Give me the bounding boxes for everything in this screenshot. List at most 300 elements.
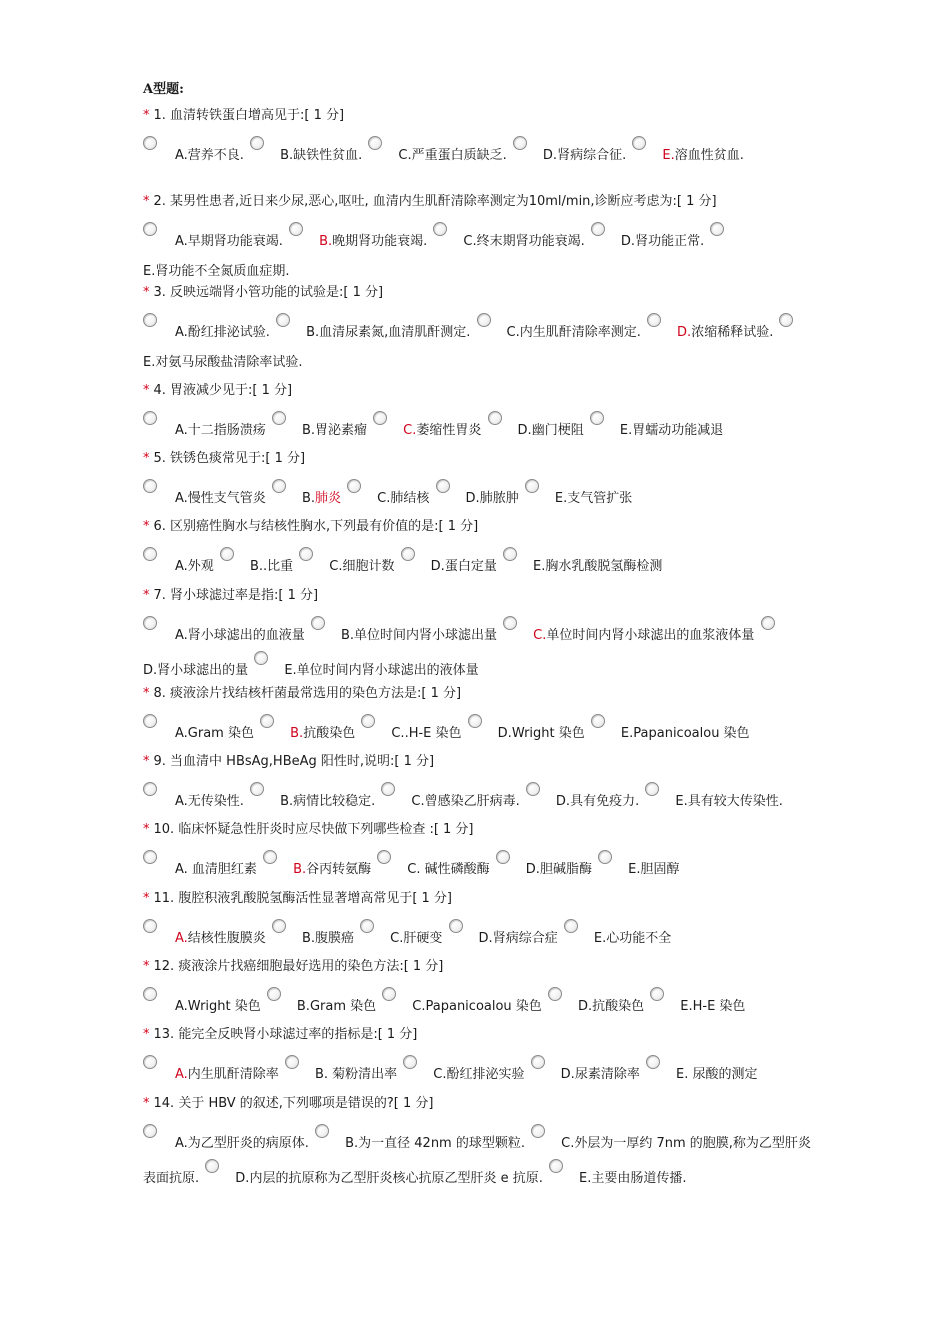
required-star: * xyxy=(143,451,150,466)
option-radio-d[interactable] xyxy=(468,714,482,728)
question-text: 腹腔积液乳酸脱氢酶活性显著增高常见于[ 1 分] xyxy=(178,891,452,906)
option-letter: B. xyxy=(345,1136,359,1151)
option-e xyxy=(594,931,671,946)
option-e xyxy=(675,794,783,809)
option-text: 血清胆红素 xyxy=(187,862,257,877)
option-a xyxy=(175,794,244,809)
option-d xyxy=(143,663,248,678)
option-text: 具有较大传染性. xyxy=(687,794,783,809)
option-radio-d[interactable] xyxy=(548,987,562,1001)
option-letter: E. xyxy=(578,1171,592,1186)
option-radio-b[interactable] xyxy=(272,919,286,933)
option-letter: C. xyxy=(533,628,547,643)
option-letter: E. xyxy=(143,264,156,279)
option-radio-c[interactable] xyxy=(347,479,361,493)
option-radio-d[interactable] xyxy=(436,479,450,493)
question-text: 血清转铁蛋白增高见于:[ 1 分] xyxy=(170,108,345,123)
question-header xyxy=(143,889,823,909)
option-radio-b[interactable] xyxy=(289,222,303,236)
option-text: Gram 染色 xyxy=(187,726,254,741)
question-11 xyxy=(143,889,823,954)
options xyxy=(143,919,823,954)
option-letter: A. xyxy=(175,559,188,574)
option-a xyxy=(175,999,261,1014)
option-letter: A. xyxy=(175,423,188,438)
option-letter: E. xyxy=(554,491,568,506)
question-header xyxy=(143,283,823,303)
option-letter: C. xyxy=(412,999,426,1014)
option-radio-b[interactable] xyxy=(220,547,234,561)
option-text: 萎缩性胃炎 xyxy=(416,423,482,438)
option-text: 血清尿素氮,血清肌酐测定. xyxy=(319,325,471,340)
question-13 xyxy=(143,1025,823,1090)
question-14 xyxy=(143,1094,823,1194)
option-radio-a[interactable] xyxy=(143,987,157,1001)
option-text: 谷丙转氨酶 xyxy=(306,862,372,877)
option-radio-c[interactable] xyxy=(433,222,447,236)
option-c xyxy=(533,628,754,643)
option-d xyxy=(543,148,626,163)
option-radio-a[interactable] xyxy=(143,850,157,864)
question-2 xyxy=(143,192,823,287)
option-c xyxy=(411,794,519,809)
option-letter: C. xyxy=(411,794,425,809)
option-letter: B. xyxy=(296,999,310,1014)
option-c xyxy=(463,234,584,249)
option-radio-a[interactable] xyxy=(143,479,157,493)
option-radio-a[interactable] xyxy=(143,222,157,236)
option-radio-e[interactable] xyxy=(779,313,793,327)
question-6 xyxy=(143,517,823,582)
option-text: 胆碱脂酶 xyxy=(539,862,592,877)
option-b xyxy=(297,999,376,1014)
option-text: .比重 xyxy=(263,559,294,574)
option-radio-e[interactable] xyxy=(549,1159,563,1173)
option-letter: A. xyxy=(175,148,188,163)
option-text: 主要由肠道传播. xyxy=(591,1171,687,1186)
question-text: 区别癌性胸水与结核性胸水,下列最有价值的是:[ 1 分] xyxy=(170,519,479,534)
options xyxy=(143,782,823,817)
option-radio-b[interactable] xyxy=(285,1055,299,1069)
required-star: * xyxy=(143,519,150,534)
option-letter: B. xyxy=(280,794,294,809)
option-letter: E. xyxy=(628,862,641,877)
option-radio-b[interactable] xyxy=(250,782,264,796)
option-radio-a[interactable] xyxy=(143,616,157,630)
question-5 xyxy=(143,449,823,514)
option-radio-d[interactable] xyxy=(401,547,415,561)
option-text: 胃蠕动功能减退 xyxy=(632,423,724,438)
option-a xyxy=(175,1067,279,1082)
option-letter: E. xyxy=(620,726,634,741)
option-letter: E. xyxy=(532,559,546,574)
option-radio-c[interactable] xyxy=(368,136,382,150)
required-star: * xyxy=(143,383,150,398)
option-text: 支气管扩张 xyxy=(567,491,633,506)
option-letter: E. xyxy=(680,999,693,1014)
option-letter: D. xyxy=(430,559,445,574)
option-a xyxy=(175,491,266,506)
option-letter: A. xyxy=(175,628,188,643)
option-letter: A. xyxy=(175,794,188,809)
option-radio-d[interactable] xyxy=(513,136,527,150)
option-letter: D. xyxy=(478,931,493,946)
question-1 xyxy=(143,106,823,171)
option-radio-c[interactable] xyxy=(382,987,396,1001)
option-radio-e[interactable] xyxy=(525,479,539,493)
required-star: * xyxy=(143,1096,150,1111)
option-radio-e[interactable] xyxy=(564,919,578,933)
question-number: 9. xyxy=(153,754,171,769)
option-d xyxy=(235,1171,543,1186)
option-b xyxy=(319,234,427,249)
option-radio-d[interactable] xyxy=(205,1159,219,1173)
options xyxy=(143,222,823,287)
option-text: 抗酸染色 xyxy=(592,999,645,1014)
option-radio-c[interactable] xyxy=(403,1055,417,1069)
option-c xyxy=(407,862,489,877)
question-text: 当血清中 HBsAg,HBeAg 阳性时,说明:[ 1 分] xyxy=(170,754,435,769)
options xyxy=(143,987,823,1022)
option-text: H-E 染色 xyxy=(692,999,746,1014)
option-letter: D. xyxy=(542,148,558,163)
question-text: 痰液涂片找癌细胞最好选用的染色方法:[ 1 分] xyxy=(178,959,444,974)
option-radio-b[interactable] xyxy=(267,987,281,1001)
question-10 xyxy=(143,820,823,885)
option-letter: B. xyxy=(249,559,264,574)
option-text: 为乙型肝炎的病原体. xyxy=(187,1136,309,1151)
question-4 xyxy=(143,381,823,446)
question-7 xyxy=(143,586,823,686)
option-text: 溶血性贫血. xyxy=(674,148,744,163)
option-radio-a[interactable] xyxy=(143,714,157,728)
option-letter: D. xyxy=(560,1067,575,1082)
options xyxy=(143,1055,823,1090)
option-radio-e[interactable] xyxy=(645,782,659,796)
option-c xyxy=(412,999,542,1014)
question-header xyxy=(143,381,823,401)
option-radio-c[interactable] xyxy=(361,714,375,728)
option-text: 内生肌酐清除率 xyxy=(187,1067,279,1082)
option-b xyxy=(306,325,470,340)
question-number: 6. xyxy=(153,519,171,534)
option-text: 单位时间内肾小球滤出量 xyxy=(354,628,498,643)
option-radio-b[interactable] xyxy=(315,1124,329,1138)
option-text: 肾病综合症 xyxy=(492,931,558,946)
option-text: Gram 染色 xyxy=(309,999,377,1014)
option-letter: C. xyxy=(506,325,520,340)
option-d xyxy=(556,794,639,809)
question-text: 关于 HBV 的叙述,下列哪项是错误的?[ 1 分] xyxy=(178,1096,434,1111)
option-radio-e[interactable] xyxy=(710,222,724,236)
option-text: 病情比较稳定. xyxy=(293,794,376,809)
option-d xyxy=(578,999,644,1014)
question-9 xyxy=(143,752,823,817)
option-letter: E. xyxy=(675,794,688,809)
option-letter: B. xyxy=(319,234,333,249)
option-letter: D. xyxy=(497,726,512,741)
option-letter: E. xyxy=(593,931,607,946)
option-a xyxy=(175,862,257,877)
question-header xyxy=(143,586,823,606)
option-radio-d[interactable] xyxy=(647,313,661,327)
required-star: * xyxy=(143,194,150,209)
question-header xyxy=(143,1094,823,1114)
option-a xyxy=(175,628,305,643)
option-d xyxy=(431,559,497,574)
option-letter: E. xyxy=(662,148,675,163)
option-c xyxy=(391,726,461,741)
option-d xyxy=(466,491,519,506)
required-star: * xyxy=(143,959,150,974)
option-letter: A. xyxy=(175,726,188,741)
option-text: 尿酸的测定 xyxy=(688,1067,758,1082)
option-text: 终末期肾功能衰竭. xyxy=(476,234,585,249)
option-radio-a[interactable] xyxy=(143,782,157,796)
question-text: 铁锈色痰常见于:[ 1 分] xyxy=(170,451,306,466)
option-radio-c[interactable] xyxy=(477,313,491,327)
option-radio-d[interactable] xyxy=(531,1055,545,1069)
option-b xyxy=(302,491,341,506)
option-radio-a[interactable] xyxy=(143,411,157,425)
question-12 xyxy=(143,957,823,1022)
option-radio-a[interactable] xyxy=(143,547,157,561)
option-a xyxy=(175,931,266,946)
option-letter: C. xyxy=(463,234,477,249)
option-radio-c[interactable] xyxy=(377,850,391,864)
option-text: 外层为一厚约 7nm 的胞膜,称为乙型肝炎表面抗原. xyxy=(143,1136,811,1186)
required-star: * xyxy=(143,754,150,769)
option-b xyxy=(250,559,293,574)
option-e xyxy=(533,559,662,574)
option-text: 细胞计数 xyxy=(342,559,395,574)
option-text: 肺炎 xyxy=(315,491,342,506)
option-radio-b[interactable] xyxy=(272,479,286,493)
option-radio-e[interactable] xyxy=(590,411,604,425)
option-text: 肾病综合征. xyxy=(557,148,627,163)
option-a xyxy=(175,423,266,438)
option-b xyxy=(341,628,497,643)
option-text: 肾功能不全氮质血症期. xyxy=(155,264,290,279)
option-a xyxy=(175,148,244,163)
required-star: * xyxy=(143,285,150,300)
option-text: 菊粉清出率 xyxy=(328,1067,398,1082)
option-letter: A. xyxy=(175,862,188,877)
option-letter: B. xyxy=(280,148,294,163)
option-d xyxy=(498,726,585,741)
option-radio-e[interactable] xyxy=(591,714,605,728)
option-letter: B. xyxy=(340,628,355,643)
option-b xyxy=(280,794,375,809)
option-text: 早期肾功能衰竭. xyxy=(187,234,283,249)
question-header xyxy=(143,449,823,469)
option-b xyxy=(280,148,362,163)
options xyxy=(143,479,823,514)
question-number: 2. xyxy=(153,194,171,209)
question-header xyxy=(143,752,823,772)
option-radio-b[interactable] xyxy=(250,136,264,150)
option-radio-c[interactable] xyxy=(531,1124,545,1138)
option-radio-c[interactable] xyxy=(503,616,517,630)
option-letter: E. xyxy=(143,355,156,370)
question-number: 14. xyxy=(153,1096,179,1111)
option-text: 具有免疫力. xyxy=(570,794,640,809)
option-text: 为一直径 42nm 的球型颗粒. xyxy=(358,1136,525,1151)
option-letter: C. xyxy=(398,148,412,163)
options xyxy=(143,136,823,171)
option-letter: D. xyxy=(235,1171,250,1186)
option-c xyxy=(507,325,641,340)
option-radio-e[interactable] xyxy=(646,1055,660,1069)
option-letter: D. xyxy=(465,491,480,506)
option-radio-e[interactable] xyxy=(254,651,268,665)
option-radio-d[interactable] xyxy=(761,616,775,630)
option-letter: A. xyxy=(175,491,188,506)
option-radio-c[interactable] xyxy=(360,919,374,933)
question-text: 能完全反映肾小球滤过率的指标是:[ 1 分] xyxy=(178,1027,418,1042)
option-letter: A. xyxy=(175,931,188,946)
option-letter: B. xyxy=(301,931,316,946)
option-text: Wright 染色 xyxy=(187,999,261,1014)
question-number: 10. xyxy=(153,822,179,837)
option-radio-d[interactable] xyxy=(496,850,510,864)
option-text: 肝硬变 xyxy=(403,931,443,946)
option-text: Papanicoalou 染色 xyxy=(633,726,750,741)
option-radio-e[interactable] xyxy=(598,850,612,864)
question-text: 肾小球滤过率是指:[ 1 分] xyxy=(170,588,319,603)
option-d xyxy=(518,423,584,438)
option-radio-b[interactable] xyxy=(263,850,277,864)
option-radio-d[interactable] xyxy=(526,782,540,796)
option-text: 心功能不全 xyxy=(606,931,672,946)
question-text: 痰液涂片找结核杆菌最常选用的染色方法是:[ 1 分] xyxy=(170,686,462,701)
option-letter: A. xyxy=(175,325,188,340)
option-a xyxy=(175,234,283,249)
option-radio-b[interactable] xyxy=(260,714,274,728)
option-letter: C. xyxy=(377,491,391,506)
option-d xyxy=(526,862,592,877)
option-radio-e[interactable] xyxy=(632,136,646,150)
option-radio-e[interactable] xyxy=(503,547,517,561)
option-text: 缺铁性贫血. xyxy=(293,148,363,163)
option-d xyxy=(621,234,704,249)
option-text: 胆固醇 xyxy=(640,862,680,877)
option-text: 十二指肠溃疡 xyxy=(187,423,266,438)
option-c xyxy=(403,423,481,438)
option-letter: D. xyxy=(677,325,692,340)
option-text: 浓缩稀释试验. xyxy=(691,325,774,340)
option-text: 尿素清除率 xyxy=(574,1067,640,1082)
option-text: 单位时间内肾小球滤出的血浆液体量 xyxy=(546,628,755,643)
option-text: 慢性支气管炎 xyxy=(187,491,266,506)
option-a xyxy=(175,325,270,340)
option-radio-c[interactable] xyxy=(381,782,395,796)
option-radio-a[interactable] xyxy=(143,919,157,933)
option-text: 酚红排泌实验 xyxy=(446,1067,525,1082)
options xyxy=(143,714,823,749)
option-text: 肾小球滤出的血液量 xyxy=(187,628,305,643)
options xyxy=(143,411,823,446)
option-letter: B. xyxy=(290,726,304,741)
option-text: 外观 xyxy=(187,559,214,574)
question-text: 胃液减少见于:[ 1 分] xyxy=(170,383,293,398)
options xyxy=(143,616,823,686)
question-number: 4. xyxy=(153,383,171,398)
option-a xyxy=(175,1136,309,1151)
option-letter: D. xyxy=(577,999,593,1014)
options xyxy=(143,1124,823,1194)
option-letter: B. xyxy=(301,423,316,438)
option-radio-a[interactable] xyxy=(143,313,157,327)
option-b xyxy=(293,862,371,877)
option-letter: D. xyxy=(143,663,158,678)
options xyxy=(143,850,823,885)
option-radio-a[interactable] xyxy=(143,1055,157,1069)
option-letter: A. xyxy=(175,1067,188,1082)
section-title: A型题: xyxy=(143,82,184,97)
option-e xyxy=(620,423,723,438)
option-radio-c[interactable] xyxy=(373,411,387,425)
option-letter: C. xyxy=(433,1067,447,1082)
option-e xyxy=(555,491,632,506)
options xyxy=(143,313,823,378)
option-text: 肺脓肿 xyxy=(479,491,519,506)
option-radio-b[interactable] xyxy=(272,411,286,425)
option-b xyxy=(315,1067,397,1082)
option-b xyxy=(290,726,355,741)
option-letter: C. xyxy=(403,423,417,438)
option-letter: E. xyxy=(619,423,633,438)
option-text: 酚红排泌试验. xyxy=(187,325,270,340)
option-text: 抗酸染色 xyxy=(303,726,356,741)
option-radio-b[interactable] xyxy=(276,313,290,327)
option-letter: B. xyxy=(306,325,320,340)
option-text: 肺结核 xyxy=(390,491,430,506)
option-text: 对氨马尿酸盐清除率试验. xyxy=(155,355,303,370)
option-e xyxy=(680,999,745,1014)
option-e xyxy=(662,148,744,163)
question-header xyxy=(143,106,823,126)
option-radio-d[interactable] xyxy=(591,222,605,236)
required-star: * xyxy=(143,822,150,837)
question-number: 5. xyxy=(153,451,171,466)
option-radio-d[interactable] xyxy=(488,411,502,425)
option-text: 严重蛋白质缺乏. xyxy=(411,148,507,163)
option-radio-a[interactable] xyxy=(143,1124,157,1138)
option-text: 结核性腹膜炎 xyxy=(187,931,266,946)
question-number: 11. xyxy=(153,891,179,906)
option-text: 曾感染乙肝病毒. xyxy=(424,794,520,809)
option-letter: D. xyxy=(620,234,636,249)
option-text: 营养不良. xyxy=(187,148,244,163)
option-radio-e[interactable] xyxy=(650,987,664,1001)
option-radio-c[interactable] xyxy=(299,547,313,561)
question-3 xyxy=(143,283,823,378)
question-text: 临床怀疑急性肝炎时应尽快做下列哪些检查 :[ 1 分] xyxy=(178,822,474,837)
question-number: 3. xyxy=(153,285,171,300)
options xyxy=(143,547,823,582)
question-number: 12. xyxy=(153,959,179,974)
option-letter: C. xyxy=(390,931,404,946)
option-text: 内生肌酐清除率测定. xyxy=(519,325,641,340)
option-text: 无传染性. xyxy=(187,794,244,809)
question-8 xyxy=(143,684,823,749)
question-number: 7. xyxy=(153,588,171,603)
option-text: 幽门梗阻 xyxy=(531,423,584,438)
option-radio-b[interactable] xyxy=(311,616,325,630)
option-radio-d[interactable] xyxy=(449,919,463,933)
option-radio-a[interactable] xyxy=(143,136,157,150)
